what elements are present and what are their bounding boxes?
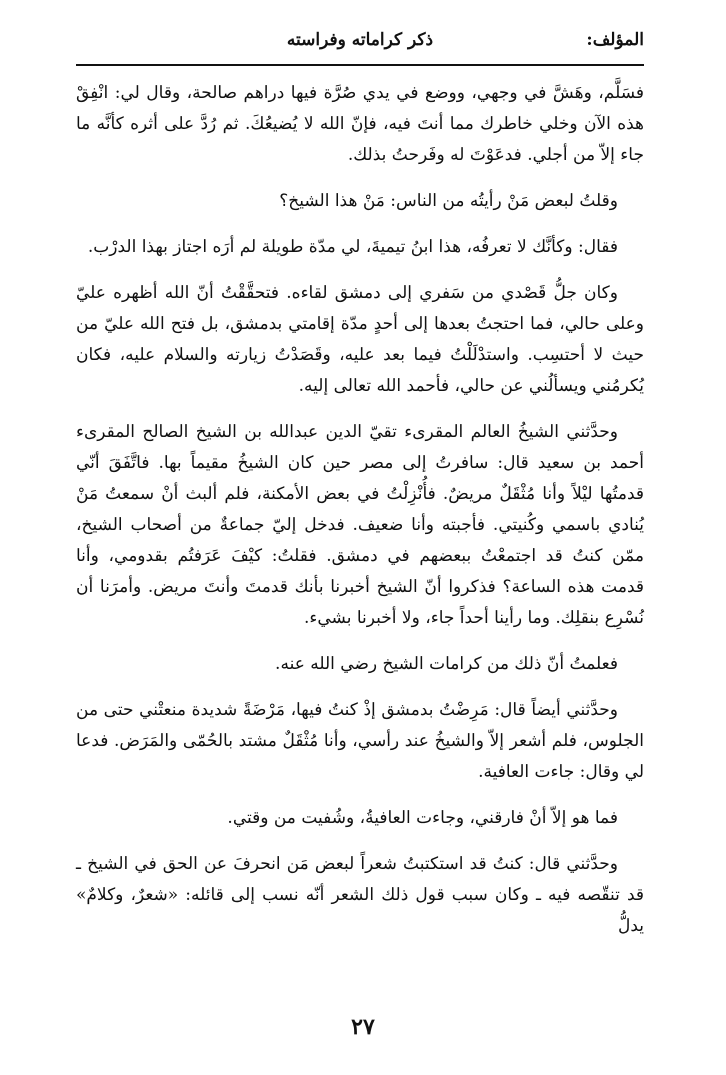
paragraph: وحدَّثني الشيخُ العالم المقرىء تقيّ الدين عبدالله بن الشيخ الصالح المقرىء أحمد بن سعيد قال: سافرتُ إلى مصر حين كان الشيخُ مقيماً بها. فاتَّفَقَ أنّي قدمتُها ليْلاً وأنا مُثْقَلٌ مريضٌ. فأُنْزِلْتُ في بعض الأمكنة، فلم ألبث أنْ سمعتُ مَنْ يُنادي باسمي وكُنيتي. فأجبته وأنا ضعيف. فدخل إليّ جماعةٌ من أصحاب الشيخ، ممّن كنتُ قد اجتمعْتُ ببعضهم في دمشق. فقلتُ: كيْفَ عَرَفتُم بقدومي، وأنا قدمت هذه الساعة؟ فذكروا أنّ الشيخ أخبرنا بأنك قدمتَ وأنتَ مريض. وأمرَنا أن نُسْرِع بنقلِك. وما رأينا أحداً جاء، ولا أخبرنا بشيء.	[76, 422, 644, 628]
paragraph: وحدَّثني أيضاً قال: مَرِضْتُ بدمشق إذْ كنتُ فيها، مَرْضَةً شديدة منعتْني حتى من الجلوس، فلم أشعر إلاّ والشيخُ عند رأسي، وأنا مُثْقَلٌ مشتد بالحُمّى والمَرَض. فدعا لي وقال: جاءت العافية.	[76, 700, 644, 782]
paragraph: وقلتُ لبعض مَنْ رأيتُه من الناس: مَنْ هذا الشيخ؟	[279, 191, 618, 211]
author-label: المؤلف:	[586, 30, 644, 50]
paragraph: وكان جلُّ قَصْدي من سَفري إلى دمشق لقاءه. فتحقَّقْتُ أنّ الله أظهره عليّ وعلى حالي، فما احتجتُ بعدها إلى أحدٍ مدّة إقامتي بدمشق، بل فتح الله عليّ من حيث لا أحتسِب. واستدْلَلْتُ فيما بعد عليه، وقَصَدْتُ زيارته والسلام عليه، فكان يُكرمُني ويسألُني عن حالي، فأحمد الله تعالى إليه.	[76, 283, 644, 396]
paragraph: فسَلَّم، وهَشَّ في وجهي، ووضع في يدي صُرَّة فيها دراهم صالحة، وقال لي: انْفِقْ هذه الآن وخلي خاطرك مما أنتَ فيه، فإنّ الله لا يُضيعُكَ. ثم رُدَّ على أثره كأنَّه ما جاء إلاّ من أجلي. فدعَوْتَ له وفَرحتُ بذلك.	[76, 83, 644, 165]
body-text	[76, 78, 644, 957]
paragraph: فما هو إلاّ أنْ فارقني، وجاءت العافيةُ، وشُفيت من وقتي.	[227, 808, 618, 828]
chapter-title: ذكر كراماته وفراسته	[286, 30, 434, 50]
paragraph: فعلمتُ أنّ ذلك من كرامات الشيخ رضي الله عنه.	[275, 654, 618, 674]
page-number: ٢٧	[351, 1014, 375, 1040]
running-header	[76, 24, 644, 66]
paragraph: وحدَّثني قال: كنتُ قد استكتبتُ شعراً لبعض مَن انحرفَ عن الحق في الشيخ ـ قد تنقّصه فيه ـ وكان سبب قول ذلك الشعر أنّه نسب إلى قائله: «شعرٌ، وكلامٌ» يدلُّ	[76, 854, 644, 936]
paragraph: فقال: وكأنَّك لا تعرفُه، هذا ابنُ تيميةَ، لي مدّة طويلة لم أرَه اجتاز بهذا الدرْب.	[87, 237, 618, 257]
